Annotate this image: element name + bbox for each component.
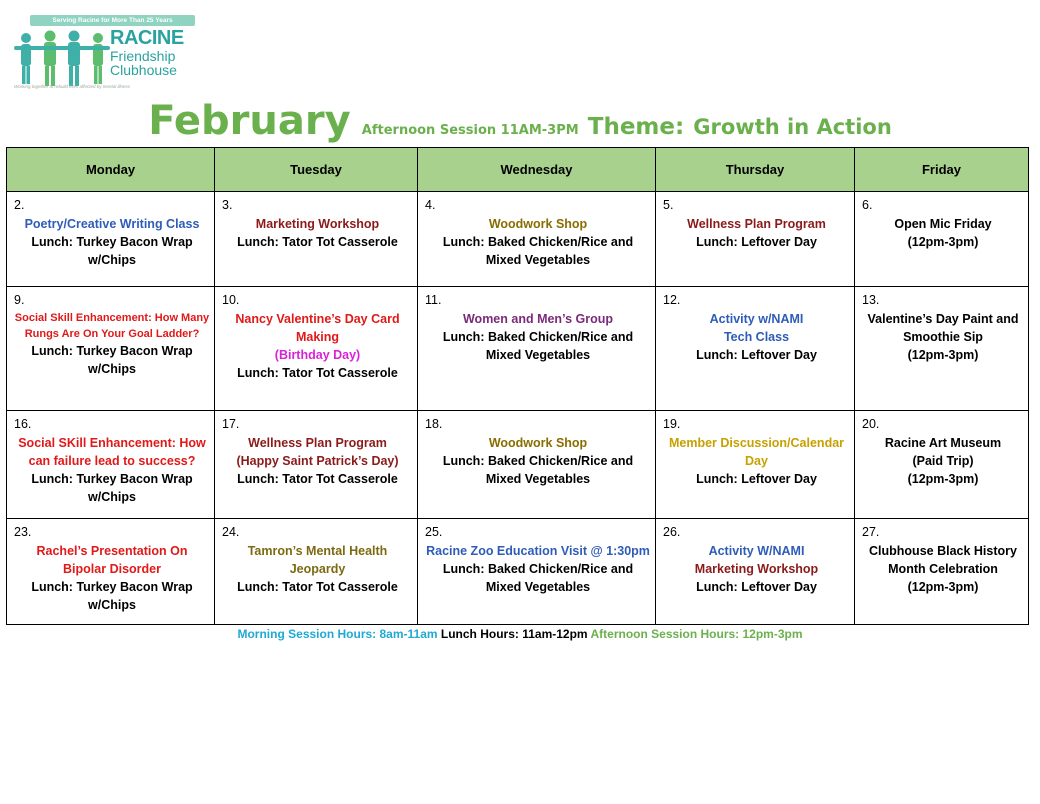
- event-line: (12pm-3pm): [907, 348, 979, 362]
- event-line: Tech Class: [723, 330, 790, 344]
- weekday-header-thursday: Thursday: [656, 148, 855, 192]
- event-line: Clubhouse Black History Month Celebration: [869, 544, 1017, 576]
- day-cell: [215, 287, 418, 411]
- morning-hours: Morning Session Hours: 8am-11am: [237, 627, 438, 641]
- week-row: [7, 519, 1029, 625]
- weekday-header-tuesday: Tuesday: [215, 148, 418, 192]
- people-figures-icon: [12, 26, 112, 88]
- event-line: (12pm-3pm): [907, 472, 979, 486]
- day-events: [425, 434, 651, 488]
- day-cell: [855, 411, 1029, 519]
- lunch-menu: Lunch: Leftover Day: [696, 235, 817, 249]
- day-cell: [656, 192, 855, 287]
- day-events: [425, 542, 651, 596]
- event-line: Rachel’s Presentation On Bipolar Disorder: [36, 544, 188, 576]
- day-number: 23.: [14, 525, 32, 539]
- event-line: (Happy Saint Patrick’s Day): [236, 454, 399, 468]
- lunch-menu: Lunch: Baked Chicken/Rice and Mixed Vegetables: [442, 330, 634, 362]
- day-number: 27.: [862, 525, 880, 539]
- week-row: [7, 411, 1029, 519]
- event-line: Women and Men’s Group: [462, 312, 613, 326]
- day-events: [222, 434, 413, 488]
- event-line: Activity W/NAMI: [708, 544, 805, 558]
- event-line: (Birthday Day): [274, 348, 361, 362]
- event-line: (12pm-3pm): [907, 235, 979, 249]
- event-line: Nancy Valentine’s Day Card Making: [235, 312, 400, 344]
- event-line: Poetry/Creative Writing Class: [24, 217, 200, 231]
- day-number: 13.: [862, 293, 880, 307]
- event-line: Social Skill Enhancement: How Many Rungs Are On Your Goal Ladder?: [14, 312, 210, 340]
- lunch-menu: Lunch: Tator Tot Casserole: [237, 366, 398, 380]
- day-cell: [418, 287, 656, 411]
- event-line: Open Mic Friday: [894, 217, 992, 231]
- event-line: (12pm-3pm): [907, 580, 979, 594]
- session-subtitle: Afternoon Session 11AM-3PM: [361, 123, 579, 138]
- day-cell: [418, 519, 656, 625]
- event-line: Woodwork Shop: [488, 436, 588, 450]
- lunch-menu: Lunch: Baked Chicken/Rice and Mixed Vegetables: [442, 454, 634, 486]
- day-number: 19.: [663, 417, 681, 431]
- day-cell: [215, 192, 418, 287]
- day-number: 25.: [425, 525, 443, 539]
- day-number: 24.: [222, 525, 240, 539]
- clubhouse-logo: [10, 12, 190, 92]
- day-cell: [656, 287, 855, 411]
- day-number: 20.: [862, 417, 880, 431]
- afternoon-hours: Afternoon Session Hours: 12pm-3pm: [590, 627, 803, 641]
- event-line: (Paid Trip): [912, 454, 974, 468]
- day-number: 18.: [425, 417, 443, 431]
- day-events: [663, 310, 850, 364]
- lunch-menu: Lunch: Leftover Day: [696, 580, 817, 594]
- lunch-menu: Lunch: Tator Tot Casserole: [237, 235, 398, 249]
- day-number: 6.: [862, 198, 873, 212]
- day-number: 12.: [663, 293, 681, 307]
- day-cell: [656, 411, 855, 519]
- day-number: 5.: [663, 198, 674, 212]
- calendar-table: [6, 147, 1029, 625]
- day-cell: [418, 192, 656, 287]
- week-row: [7, 192, 1029, 287]
- event-line: Marketing Workshop: [694, 562, 819, 576]
- event-line: Member Discussion/Calendar Day: [668, 436, 845, 468]
- lunch-menu: Lunch: Turkey Bacon Wrap w/Chips: [31, 344, 193, 376]
- day-cell: [855, 192, 1029, 287]
- day-events: [14, 310, 210, 378]
- day-cell: [7, 287, 215, 411]
- weekday-header-monday: Monday: [7, 148, 215, 192]
- day-number: 11.: [425, 293, 442, 307]
- lunch-menu: Lunch: Baked Chicken/Rice and Mixed Vegetables: [442, 235, 634, 267]
- day-events: [425, 215, 651, 269]
- day-events: [862, 215, 1024, 251]
- logo-banner: Serving Racine for More Than 25 Years: [30, 15, 195, 26]
- lunch-menu: Lunch: Baked Chicken/Rice and Mixed Vegetables: [442, 562, 634, 594]
- day-cell: [855, 519, 1029, 625]
- day-number: 9.: [14, 293, 25, 307]
- event-line: Activity w/NAMI: [709, 312, 804, 326]
- theme-label: Theme:: [587, 114, 685, 140]
- event-line: Marketing Workshop: [255, 217, 380, 231]
- day-events: [862, 434, 1024, 488]
- day-number: 3.: [222, 198, 233, 212]
- lunch-menu: Lunch: Tator Tot Casserole: [237, 472, 398, 486]
- day-number: 17.: [222, 417, 240, 431]
- day-events: [425, 310, 651, 364]
- day-events: [14, 434, 210, 506]
- day-events: [222, 542, 413, 596]
- lunch-menu: Lunch: Turkey Bacon Wrap w/Chips: [31, 235, 193, 267]
- day-cell: [656, 519, 855, 625]
- event-line: Racine Art Museum: [884, 436, 1002, 450]
- lunch-menu: Lunch: Leftover Day: [696, 348, 817, 362]
- event-line: Racine Zoo Education Visit @ 1:30pm: [426, 544, 650, 558]
- day-number: 26.: [663, 525, 681, 539]
- day-events: [222, 310, 413, 382]
- calendar-title: [0, 98, 1040, 144]
- weekday-header-row: [7, 148, 1029, 192]
- day-events: [14, 542, 210, 614]
- week-row: [7, 287, 1029, 411]
- logo-tagline: Working together to rebuild lives affected by mental illness: [14, 84, 131, 89]
- event-line: Tamron’s Mental Health Jeopardy: [247, 544, 388, 576]
- lunch-menu: Lunch: Leftover Day: [696, 472, 817, 486]
- day-number: 16.: [14, 417, 32, 431]
- day-cell: [7, 192, 215, 287]
- month-title: February: [148, 98, 351, 144]
- lunch-menu: Lunch: Turkey Bacon Wrap w/Chips: [31, 472, 193, 504]
- day-events: [222, 215, 413, 251]
- day-cell: [215, 519, 418, 625]
- event-line: Woodwork Shop: [488, 217, 588, 231]
- theme-value: Growth in Action: [693, 115, 892, 139]
- calendar-body: [7, 192, 1029, 625]
- day-number: 4.: [425, 198, 436, 212]
- day-number: 10.: [222, 293, 240, 307]
- day-cell: [215, 411, 418, 519]
- day-cell: [855, 287, 1029, 411]
- weekday-header-wednesday: Wednesday: [418, 148, 656, 192]
- day-events: [862, 310, 1024, 364]
- day-events: [663, 434, 850, 488]
- event-line: Valentine’s Day Paint and Smoothie Sip: [867, 312, 1019, 344]
- lunch-hours: Lunch Hours: 11am-12pm: [440, 627, 588, 641]
- day-events: [663, 215, 850, 251]
- event-line: Wellness Plan Program: [248, 436, 387, 450]
- event-line: Wellness Plan Program: [687, 217, 826, 231]
- weekday-header-friday: Friday: [855, 148, 1029, 192]
- day-events: [14, 215, 210, 269]
- day-events: [663, 542, 850, 596]
- session-hours-footer: [0, 627, 1040, 641]
- day-cell: [7, 519, 215, 625]
- lunch-menu: Lunch: Turkey Bacon Wrap w/Chips: [31, 580, 193, 612]
- day-events: [862, 542, 1024, 596]
- day-number: 2.: [14, 198, 25, 212]
- logo-name: RACINE Friendship Clubhouse: [110, 27, 184, 78]
- day-cell: [418, 411, 656, 519]
- event-line: Social SKill Enhancement: How can failure lead to success?: [18, 436, 206, 468]
- lunch-menu: Lunch: Tator Tot Casserole: [237, 580, 398, 594]
- day-cell: [7, 411, 215, 519]
